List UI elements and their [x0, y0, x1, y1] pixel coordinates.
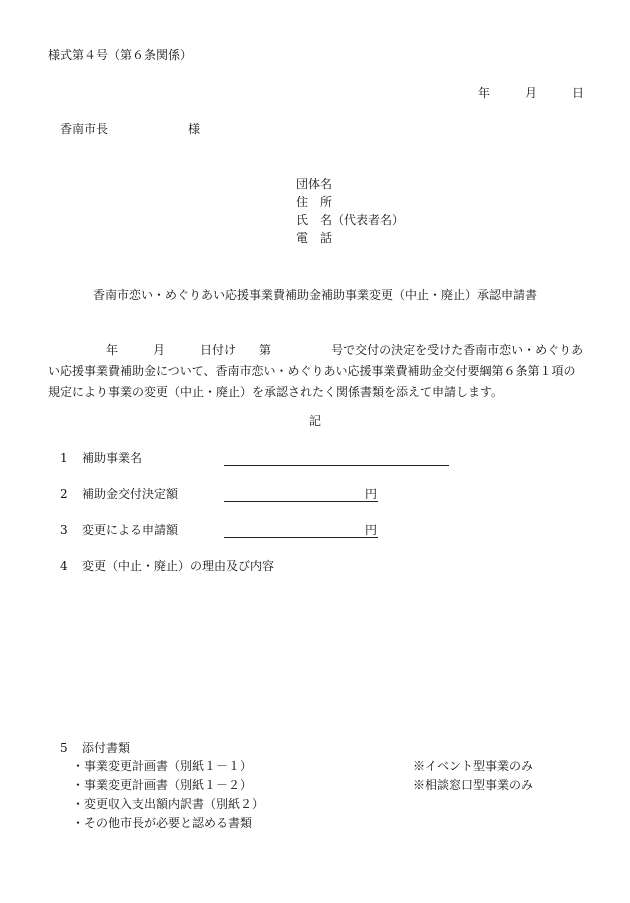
attachment-item-3: ・変更収入支出額内訳書（別紙２） [72, 797, 265, 811]
item-1-label: 補助事業名 [82, 451, 143, 465]
item-4-label: 変更（中止・廃止）の理由及び内容 [82, 559, 275, 573]
item-1-blank-line [224, 449, 449, 466]
date-day-label: 日 [572, 86, 585, 100]
body-dai: 第 [259, 343, 272, 357]
addressee-name: 香南市長 [60, 122, 109, 136]
attachments-number: 5 [60, 741, 68, 755]
attachment-item-4: ・その他市長が必要と認める書類 [72, 816, 253, 830]
form-number: 様式第４号（第６条関係） [48, 48, 193, 62]
applicant-address-label: 住 所 [296, 195, 333, 209]
attachment-item-2: ・事業変更計画書（別紙１－２） [72, 778, 253, 792]
date-month-label: 月 [525, 86, 538, 100]
item-3-blank-line [224, 521, 378, 538]
date-year-label: 年 [478, 86, 491, 100]
item-2-unit: 円 [365, 487, 378, 501]
item-2-label: 補助金交付決定額 [82, 487, 179, 501]
body-main-text: 号で交付の決定を受けた香南市恋い・めぐりあい応援事業費補助金について、香南市恋い・めぐりあい応援事業費補助金交付要綱第６条第１項の規定により事業の変更（中止・廃止）を承認されたく関係書類を添えて申請します。 [48, 343, 584, 399]
addressee-honorific: 様 [188, 122, 201, 136]
ki-heading: 記 [308, 414, 321, 428]
item-1-number: 1 [60, 451, 68, 465]
document-title: 香南市恋い・めぐりあい応援事業費補助金補助事業変更（中止・廃止）承認申請書 [92, 288, 537, 302]
applicant-org-label: 団体名 [296, 177, 333, 191]
body-month: 月 [153, 343, 166, 357]
item-3-number: 3 [60, 523, 68, 537]
attachment-item-1: ・事業変更計画書（別紙１－１） [72, 759, 253, 773]
item-2-number: 2 [60, 487, 68, 501]
applicant-phone-label: 電 話 [296, 231, 333, 245]
attachments-label: 添付書類 [82, 741, 131, 755]
attachment-note-2: ※相談窓口型事業のみ [413, 778, 534, 792]
body-year: 年 [106, 343, 119, 357]
item-4-number: 4 [60, 559, 68, 573]
item-3-label: 変更による申請額 [82, 523, 179, 537]
item-2-blank-line [224, 485, 378, 502]
body-day-dated: 日付け [200, 343, 237, 357]
applicant-name-label: 氏 名（代表者名） [296, 213, 405, 227]
body-paragraph [48, 340, 586, 403]
item-3-unit: 円 [365, 523, 378, 537]
attachment-note-1: ※イベント型事業のみ [413, 759, 534, 773]
